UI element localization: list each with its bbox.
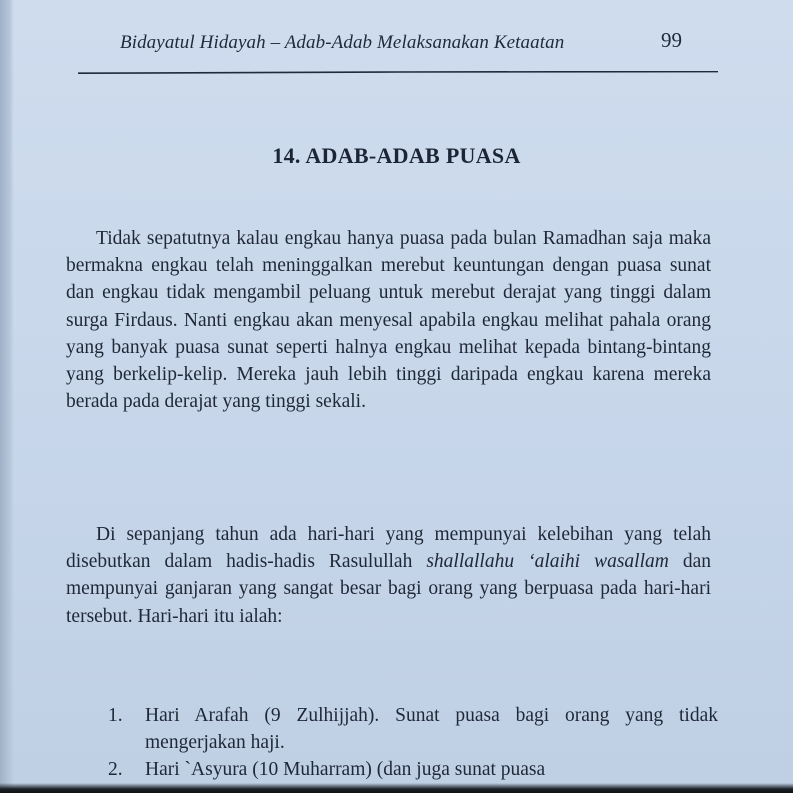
fasting-days-list	[108, 702, 718, 783]
paragraph-2	[66, 521, 711, 630]
paragraph-2-text-before: Di sepanjang tahun ada hari-hari yang mempunyai kelebihan yang telah disebutkan dalam hadis-hadis Rasulullah	[66, 524, 711, 573]
page-number: 99	[661, 28, 682, 52]
list-item-number: 2.	[108, 759, 123, 780]
list-item-number: 1.	[108, 705, 123, 726]
header-rule	[78, 71, 718, 74]
running-title: Bidayatul Hidayah – Adab-Adab Melaksanakan Ketaatan	[120, 32, 565, 53]
photo-bottom-edge	[0, 783, 793, 793]
running-header	[78, 22, 718, 72]
list-item	[108, 702, 718, 756]
page-gutter-shadow	[0, 0, 14, 793]
list-item-text: Hari Arafah (9 Zulhijjah). Sunat puasa bagi orang yang tidak mengerjakan haji.	[145, 705, 718, 753]
paragraph-2-italic-salutation: shallallahu ‘alaihi wasallam	[426, 551, 669, 573]
list-item	[108, 756, 718, 783]
paragraph-1-text: Tidak sepatutnya kalau engkau hanya puasa pada bulan Ramadhan saja maka bermakna engkau telah meninggalkan merebut keuntungan dengan puasa sunat dan engkau tidak mengambil peluang untuk merebut derajat yang tinggi dalam surga Firdaus. Nanti engkau akan menyesal apabila engkau melihat pahala orang yang banyak puasa sunat seperti halnya engkau melihat kepada bintang-bintang yang berkelip-kelip. Mereka jauh lebih tinggi daripada engkau karena mereka berada pada derajat yang tinggi sekali.	[66, 228, 711, 413]
paragraph-2-text-after: dan mempunyai ganjaran yang sangat besar bagi orang yang berpuasa pada hari-hari tersebut. Hari-hari itu ialah:	[66, 551, 711, 627]
list-item-text: Hari `Asyura (10 Muharram) (dan juga sunat puasa	[145, 759, 546, 780]
paragraph-1	[66, 225, 711, 415]
chapter-heading: 14. ADAB-ADAB PUASA	[272, 143, 521, 168]
